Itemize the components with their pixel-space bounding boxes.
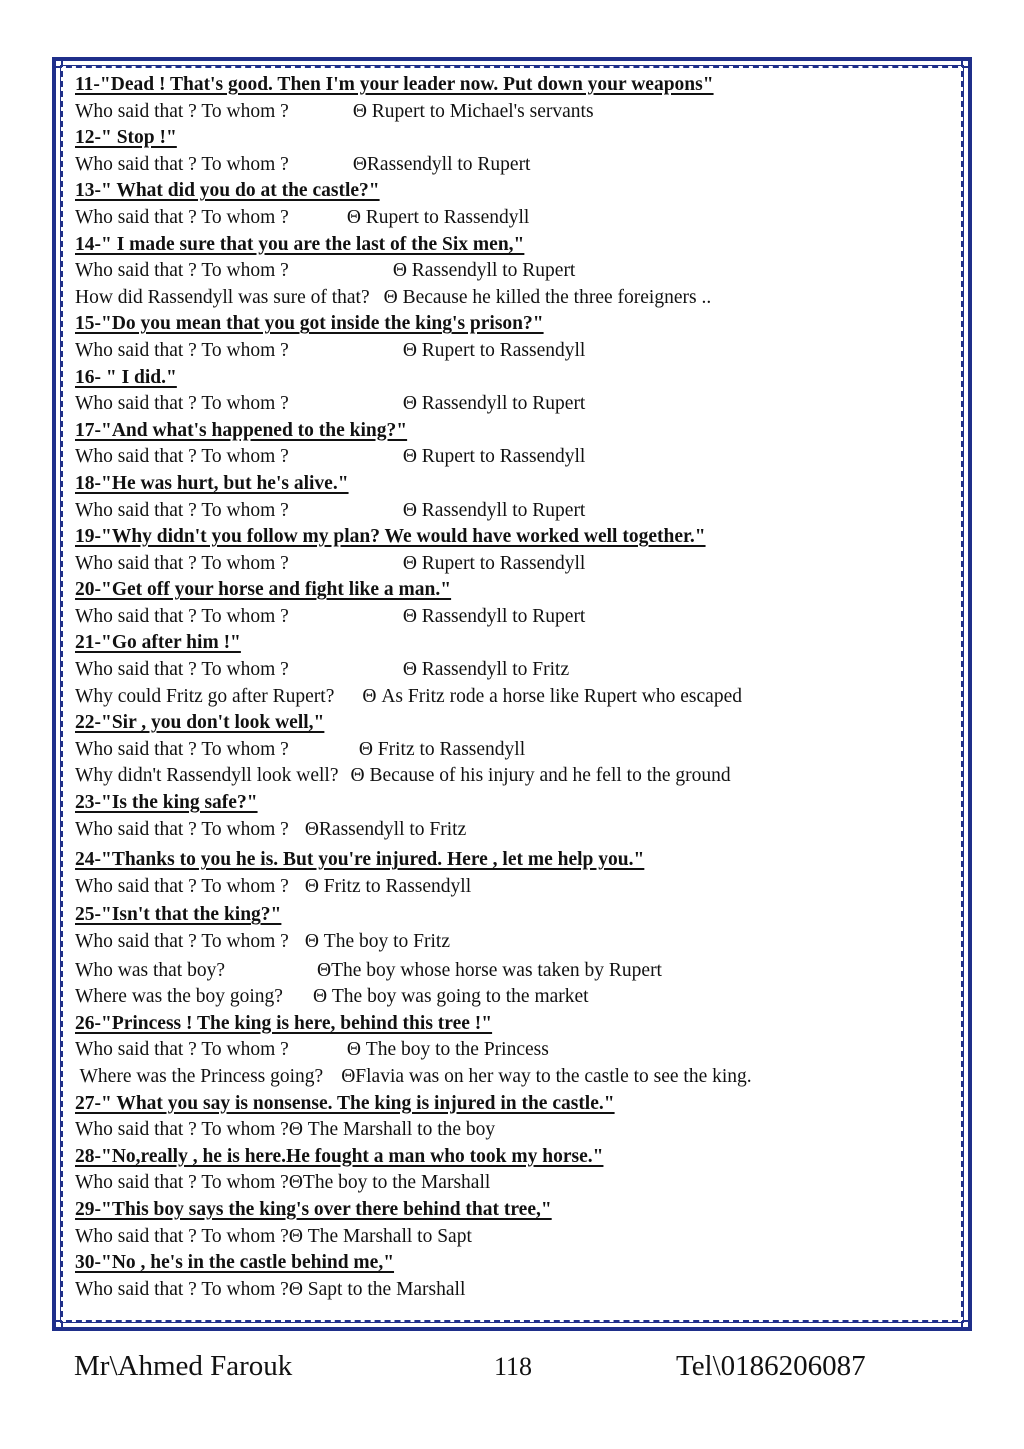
quote-line [75, 178, 955, 205]
quote-text: 17-"And what's happened to the king?" [75, 419, 408, 441]
question-answer-line [75, 763, 955, 790]
question-text: Who said that ? To whom ? [75, 393, 289, 415]
border-dash-top [56, 66, 968, 68]
quote-text: 21-"Go after him !" [75, 632, 241, 654]
quote-text: 12-" Stop !" [75, 127, 177, 149]
question-text: Who said that ? To whom ? [75, 931, 289, 952]
answer-text: Θ Sapt to the Marshall [288, 1278, 466, 1300]
question-text: Who was that boy? [75, 959, 226, 981]
quote-line [75, 1091, 955, 1118]
question-text: Who said that ? To whom ? [75, 1278, 289, 1300]
quote-text: 14-" I made sure that you are the last of the Six men," [75, 233, 525, 255]
quote-line [75, 1011, 955, 1038]
question-answer-line [75, 152, 955, 179]
quote-text: 15-"Do you mean that you got inside the king's prison?" [75, 313, 544, 335]
quote-text: 27-" What you say is nonsense. The king is injured in the castle." [75, 1092, 615, 1114]
question-answer-line [75, 737, 955, 764]
question-text: Who said that ? To whom ? [75, 446, 289, 468]
question-answer-line [75, 1037, 955, 1064]
quote-text: 28-"No,really , he is here.He fought a man who took my horse." [75, 1145, 604, 1167]
answer-text: Θ Rassendyll to Rupert [402, 499, 586, 521]
question-text: Why could Fritz go after Rupert? [75, 685, 335, 707]
quote-text: 29-"This boy says the king's over there behind that tree," [75, 1198, 552, 1220]
quote-line [75, 72, 955, 99]
answer-text: Θ Rupert to Rassendyll [402, 446, 586, 468]
question-text: Where was the Princess going? [75, 1065, 324, 1087]
quote-line [75, 311, 955, 338]
question-text: Who said that ? To whom ? [75, 659, 289, 681]
question-text: Who said that ? To whom ? [75, 738, 289, 760]
question-text: Who said that ? To whom ? [75, 339, 289, 361]
quote-line [75, 1144, 955, 1171]
quote-line [75, 1197, 955, 1224]
question-answer-line [75, 444, 955, 471]
question-text: Where was the boy going? [75, 986, 283, 1008]
question-answer-line [75, 958, 955, 985]
quote-text: 16- " I did." [75, 366, 177, 388]
question-answer-line [75, 391, 955, 418]
quote-text: 13-" What did you do at the castle?" [75, 180, 380, 202]
question-text: Who said that ? To whom ? [75, 875, 289, 897]
question-answer-line [75, 817, 955, 844]
question-answer-line [75, 498, 955, 525]
quote-line [75, 710, 955, 737]
question-answer-line [75, 657, 955, 684]
answer-text: ΘThe boy whose horse was taken by Rupert [317, 959, 662, 981]
author-name: Mr\Ahmed Farouk [74, 1350, 293, 1382]
answer-text: ΘThe boy to the Marshall [288, 1172, 491, 1194]
answer-text: Θ Rupert to Rassendyll [346, 206, 530, 228]
quote-line [75, 1250, 955, 1277]
answer-text: Θ The Marshall to the boy [288, 1119, 496, 1141]
question-answer-line [75, 984, 955, 1011]
question-answer-line [75, 929, 955, 956]
answer-text: Θ Because he killed the three foreigners .. [383, 286, 712, 308]
question-text: Who said that ? To whom ? [75, 818, 289, 840]
question-answer-line [75, 1064, 955, 1091]
answer-text: Θ The Marshall to Sapt [288, 1225, 472, 1247]
question-answer-line [75, 1170, 955, 1197]
quote-text: 11-"Dead ! That's good. Then I'm your leader now. Put down your weapons" [75, 74, 714, 95]
quote-text: 18-"He was hurt, but he's alive." [75, 472, 349, 494]
question-answer-line [75, 285, 955, 312]
answer-text: Θ Rupert to Michael's servants [352, 100, 594, 122]
quote-text: 22-"Sir , you don't look well," [75, 712, 325, 734]
answer-text: Θ Fritz to Rassendyll [304, 875, 472, 897]
border-dash-right [961, 61, 963, 1327]
answer-text: Θ Rassendyll to Rupert [392, 260, 576, 282]
question-text: Who said that ? To whom ? [75, 206, 289, 228]
answer-text: Θ Rupert to Rassendyll [402, 339, 586, 361]
question-answer-line [75, 551, 955, 578]
question-answer-line [75, 684, 955, 711]
answer-text: ΘFlavia was on her way to the castle to see the king. [341, 1065, 752, 1087]
question-answer-line [75, 874, 955, 901]
quote-line [75, 790, 955, 817]
question-text: How did Rassendyll was sure of that? [75, 286, 370, 308]
quote-text: 20-"Get off your horse and fight like a man." [75, 579, 452, 601]
quote-line [75, 365, 955, 392]
quote-text: 24-"Thanks to you he is. But you're injured. Here , let me help you." [75, 849, 645, 871]
quote-line [75, 524, 955, 551]
question-answer-line [75, 338, 955, 365]
border-dash-bottom [56, 1320, 968, 1322]
question-text: Who said that ? To whom ? [75, 1225, 289, 1247]
question-text: Who said that ? To whom ? [75, 153, 289, 175]
quote-line [75, 418, 955, 445]
answer-text: Θ Rassendyll to Rupert [402, 605, 586, 627]
page-footer [0, 1350, 1024, 1390]
quote-line [75, 902, 955, 929]
question-answer-line [75, 205, 955, 232]
question-text: Who said that ? To whom ? [75, 552, 289, 574]
answer-text: Θ Rupert to Rassendyll [402, 552, 586, 574]
answer-text: Θ Because of his injury and he fell to the ground [350, 765, 731, 787]
quote-text: 23-"Is the king safe?" [75, 792, 258, 814]
question-answer-line [75, 1117, 955, 1144]
question-answer-line [75, 1277, 955, 1304]
answer-text: ΘRassendyll to Rupert [352, 153, 531, 175]
quote-line [75, 125, 955, 152]
quote-line [75, 577, 955, 604]
question-answer-line [75, 99, 955, 126]
question-text: Who said that ? To whom ? [75, 1119, 289, 1141]
worksheet-content [75, 72, 955, 1303]
answer-text: Θ As Fritz rode a horse like Rupert who escaped [362, 685, 742, 707]
answer-text: Θ Fritz to Rassendyll [358, 738, 526, 760]
quote-text: 25-"Isn't that the king?" [75, 904, 282, 926]
author-phone: Tel\0186206087 [676, 1350, 866, 1382]
answer-text: Θ The boy was going to the market [312, 986, 589, 1008]
question-text: Who said that ? To whom ? [75, 100, 289, 122]
quote-line [75, 847, 955, 874]
answer-text: Θ The boy to the Princess [346, 1039, 549, 1061]
quote-text: 19-"Why didn't you follow my plan? We would have worked well together." [75, 526, 706, 548]
quote-text: 30-"No , he's in the castle behind me," [75, 1252, 395, 1274]
question-answer-line [75, 258, 955, 285]
question-text: Who said that ? To whom ? [75, 260, 289, 282]
answer-text: Θ Rassendyll to Fritz [402, 659, 570, 681]
question-answer-line [75, 604, 955, 631]
question-text: Who said that ? To whom ? [75, 1039, 289, 1061]
question-text: Why didn't Rassendyll look well? [75, 765, 339, 787]
quote-line [75, 471, 955, 498]
answer-text: ΘRassendyll to Fritz [304, 818, 467, 840]
quote-line [75, 630, 955, 657]
page-number: 118 [494, 1352, 533, 1381]
border-dash-left [61, 61, 63, 1327]
quote-line [75, 232, 955, 259]
quote-text: 26-"Princess ! The king is here, behind this tree !" [75, 1012, 493, 1034]
answer-text: Θ The boy to Fritz [304, 931, 450, 952]
question-text: Who said that ? To whom ? [75, 499, 289, 521]
question-answer-line [75, 1224, 955, 1251]
question-text: Who said that ? To whom ? [75, 1172, 289, 1194]
answer-text: Θ Rassendyll to Rupert [402, 393, 586, 415]
question-text: Who said that ? To whom ? [75, 605, 289, 627]
